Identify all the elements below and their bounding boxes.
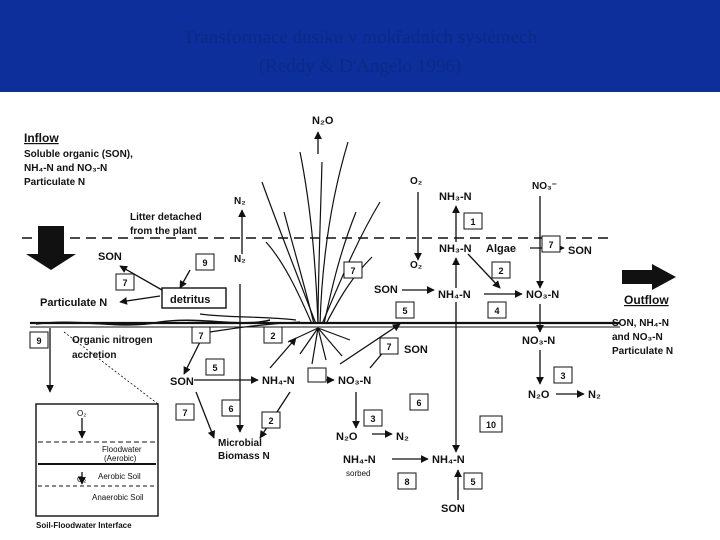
inflow-line-3: Particulate N (24, 177, 86, 188)
process-7d: 7 (198, 331, 204, 341)
outflow-line-3: Particulate N (612, 346, 674, 357)
process-3b: 3 (370, 414, 376, 424)
n2-b: N₂ (234, 254, 246, 265)
inset-o2-b: O₂ (77, 475, 87, 484)
outflow-title: Outflow (624, 293, 669, 307)
nh4-deep: NH₄-N (432, 454, 465, 466)
title-line-1: Transformace dusíku v mokřadních systémech (183, 27, 537, 48)
process-9b: 9 (36, 336, 42, 346)
process-7b: 7 (350, 266, 356, 276)
no3-water: NO₃-N (526, 289, 560, 301)
nh4-soil: NH₄-N (262, 375, 295, 387)
son-left: SON (98, 251, 122, 263)
process-7e: 7 (386, 342, 392, 352)
process-8: 8 (404, 477, 410, 487)
process-2a: 2 (498, 266, 504, 276)
no3-top: NO₃⁻ (532, 181, 557, 192)
microbial-line-1: Microbial (218, 438, 262, 449)
inset-caption: Soil-Floodwater Interface (36, 521, 132, 530)
n2-mid: N₂ (396, 431, 409, 443)
process-9a: 9 (202, 258, 208, 268)
son-water: SON (374, 284, 398, 296)
detritus: detritus (170, 294, 211, 306)
inset-anaerobic-soil: Anaerobic Soil (92, 493, 144, 502)
nitrogen-cycle-diagram (0, 92, 720, 540)
n2o-right: N₂O (528, 389, 550, 401)
son-root: SON (404, 344, 428, 356)
inflow-title: Inflow (24, 131, 59, 145)
microbial-line-2: Biomass N (218, 451, 270, 462)
nh3-b: NH₃-N (439, 243, 472, 255)
process-5a: 5 (402, 306, 408, 316)
son-soil: SON (170, 376, 194, 388)
outflow-line-1: SON, NH₄-N (612, 318, 669, 329)
nh4-water: NH₄-N (438, 289, 471, 301)
organic-n-line-2: accretion (72, 350, 117, 361)
son-bottom: SON (441, 503, 465, 515)
n2o-top: N₂O (312, 115, 334, 127)
title-banner (0, 0, 720, 92)
organic-n-line-1: Organic nitrogen (72, 335, 153, 346)
process-5b: 5 (212, 363, 218, 373)
inflow-line-2: NH₄-N and NO₃-N (24, 163, 108, 174)
inset-floodwater-2: (Aerobic) (104, 454, 137, 463)
process-7c: 7 (548, 240, 554, 250)
inset-o2-a: O₂ (77, 409, 87, 418)
sorbed-label: sorbed (346, 469, 371, 478)
inset-aerobic-soil: Aerobic Soil (98, 472, 141, 481)
no3-soil-2: NO₃-N (338, 375, 372, 387)
nh4-sorbed: NH₄-N (343, 454, 376, 466)
title-line-2: (Reddy & D'Angelo 1996) (258, 56, 462, 77)
wetland-plant-illustration (200, 142, 380, 364)
outflow-arrow (622, 264, 676, 290)
process-5c: 5 (470, 477, 476, 487)
process-2b: 2 (270, 331, 276, 341)
nh3-a: NH₃-N (439, 191, 472, 203)
no3-soil: NO₃-N (522, 335, 556, 347)
process-7a: 7 (122, 278, 128, 288)
n2o-mid: N₂O (336, 431, 358, 443)
son-right: SON (568, 245, 592, 257)
process-7f: 7 (182, 408, 188, 418)
algae: Algae (486, 243, 516, 255)
o2-b: O₂ (410, 260, 423, 271)
process-1: 1 (470, 217, 476, 227)
process-6a: 6 (228, 404, 234, 414)
inflow-arrow (26, 226, 76, 270)
inset-floodwater-1: Floodwater (102, 445, 142, 454)
process-3a: 3 (560, 371, 566, 381)
inflow-line-1: Soluble organic (SON), (24, 149, 133, 160)
process-4: 4 (494, 306, 500, 316)
outflow-line-2: and NO₃-N (612, 332, 663, 343)
process-6b: 6 (416, 398, 422, 408)
litter-line-2: from the plant (130, 226, 197, 237)
process-2c: 2 (268, 416, 274, 426)
process-10: 10 (485, 420, 497, 430)
particulate-n: Particulate N (40, 297, 108, 309)
o2-a: O₂ (410, 176, 423, 187)
n2-right: N₂ (588, 389, 601, 401)
n2-a: N₂ (234, 196, 246, 207)
litter-line-1: Litter detached (130, 212, 202, 223)
